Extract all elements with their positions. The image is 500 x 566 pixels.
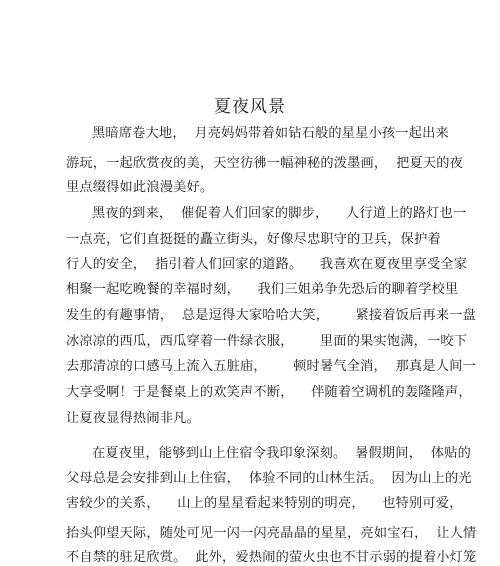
paragraph-line: 里点缀得如此浪漫美好。: [66, 180, 214, 195]
paragraph-line: 行人的安全， 指引着人们回家的道路。 我喜欢在夏夜里享受全家: [66, 257, 468, 272]
paragraph-line: 游玩，一起欣赏夜的美，天空彷彿一幅神秘的泼墨画， 把夏天的夜: [66, 156, 464, 171]
paragraph-line: 黑夜的到来， 催促着人们回家的脚步， 人行道上的路灯也一: [92, 206, 467, 221]
paragraph-line: 让夏夜显得热闹非凡。: [66, 411, 200, 426]
paragraph-line: 大享受啊！于是餐桌上的欢笑声不断， 伴随着空调机的轰隆隆声，: [66, 385, 472, 400]
document-title: 夏夜风景: [214, 97, 286, 117]
paragraph-line: 冰凉凉的西瓜，西瓜穿着一件绿衣服， 里面的果实饱满，一咬下: [66, 334, 468, 349]
paragraph-line: 黑暗席卷大地， 月亮妈妈带着如钻石般的星星小孩一起出来: [92, 126, 449, 141]
paragraph-line: 一点亮，它们直挺挺的矗立街头，好像尽忠职守的卫兵，保护着: [66, 232, 441, 247]
paragraph-line: 发生的有趣事情， 总是逗得大家哈哈大笑， 紧接着饭后再来一盘: [66, 308, 476, 323]
paragraph-line: 害较少的关系， 山上的星星看起来特别的明亮， 也特别可爱，: [66, 496, 463, 511]
paragraph-line: 不自禁的驻足欣赏。 此外，爱热闹的萤火虫也不甘示弱的提着小灯笼: [66, 550, 477, 565]
paragraph-line: 抬头仰望天际，随处可见一闪一闪亮晶晶的星星，亮如宝石， 让人情: [66, 526, 477, 541]
paragraph-line: 相聚一起吃晚餐的幸福时刻， 我们三姐弟争先恐后的聊着学校里: [66, 282, 459, 297]
paragraph-line: 在夏夜里，能够到山上住宿令我印象深刻。 暑假期间， 体贴的: [92, 446, 472, 461]
paragraph-line: 去那清凉的口感马上流入五脏庙， 顿时暑气全消， 那真是人间一: [66, 359, 476, 374]
paragraph-line: 父母总是会安排到山上住宿， 体验不同的山林生活。 因为山上的光: [66, 471, 472, 486]
